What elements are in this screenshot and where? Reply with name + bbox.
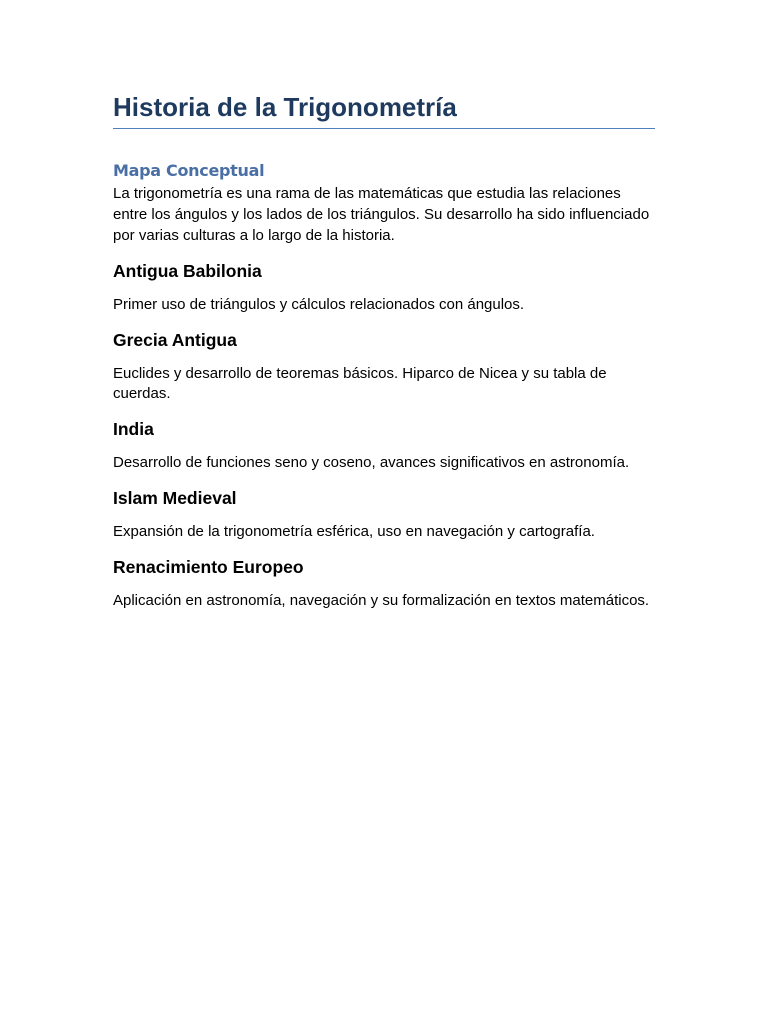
section-text-renacimiento: Aplicación en astronomía, navegación y su formalización en textos matemáticos. (113, 592, 650, 609)
section-heading-india: India (113, 419, 154, 439)
section-text-babilonia: Primer uso de triángulos y cálculos relacionados con ángulos. (113, 296, 525, 313)
section-heading-renacimiento: Renacimiento Europeo (113, 557, 304, 577)
section-text-grecia: Euclides y desarrollo de teoremas básicos. Hiparco de Nicea y su tabla de cuerdas. (113, 365, 607, 402)
document-page (113, 88, 655, 611)
document-title: Historia de la Trigonometría (113, 88, 655, 129)
section-text-india: Desarrollo de funciones seno y coseno, avances significativos en astronomía. (113, 454, 630, 471)
section-heading-islam: Islam Medieval (113, 488, 237, 508)
section-text-islam: Expansión de la trigonometría esférica, uso en navegación y cartografía. (113, 523, 595, 540)
document-subtitle: Mapa Conceptual (113, 161, 265, 180)
section-heading-grecia: Grecia Antigua (113, 330, 237, 350)
section-heading-babilonia: Antigua Babilonia (113, 261, 262, 281)
intro-paragraph: La trigonometría es una rama de las matemáticas que estudia las relaciones entre los ángulos y los lados de los triángulos. Su desarrollo ha sido influenciado por varias culturas a lo largo de la historia. (113, 185, 650, 244)
